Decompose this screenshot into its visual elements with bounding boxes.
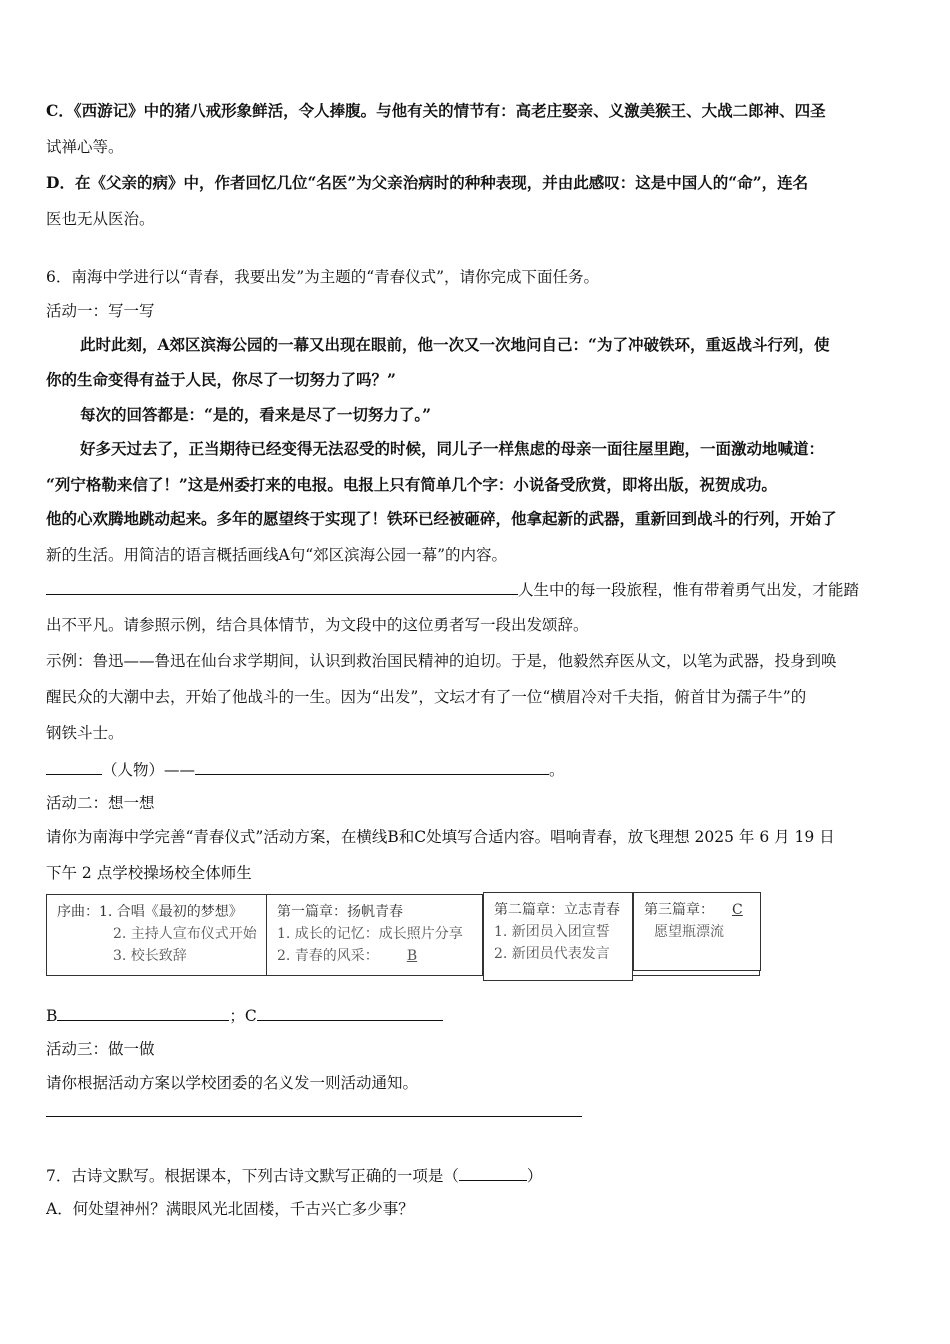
passage-line2: 你的生命变得有益于人民，你尽了一切努力了吗？” <box>46 370 396 389</box>
chapter-2-cell <box>483 892 633 981</box>
notice-blank[interactable] <box>46 1100 582 1117</box>
label-c: ；C <box>229 1007 257 1025</box>
person-blank[interactable] <box>46 758 102 775</box>
prelude-item-3: 3. 校长致辞 <box>113 948 187 964</box>
chapter-2-item-1: 1. 新团员入团宣誓 <box>494 924 610 940</box>
chapter-2-item-2: 2. 新团员代表发言 <box>494 946 610 962</box>
chapter-1-item-2 <box>277 945 482 967</box>
answer-line-a <box>46 578 859 601</box>
blank-c-in-table[interactable]: C <box>732 902 743 918</box>
passage-line3: 每次的回答都是：“是的，看来是尽了一切努力了。” <box>80 405 432 424</box>
person-answer-line <box>46 758 565 781</box>
passage-line5: “列宁格勒来信了！”这是州委打来的电报。电报上只有简单几个字：小说备受欣赏，即将出版，祝贺成功。 <box>46 475 777 494</box>
passage-line7: 新的生活。用简洁的语言概括画线A句“郊区滨海公园一幕”的内容。 <box>46 546 508 564</box>
activity-2-heading: 活动二：想一想 <box>46 794 155 812</box>
option-a: A．何处望神州？满眼风光北固楼，千古兴亡多少事？ <box>46 1200 414 1218</box>
tribute-blank[interactable] <box>195 758 549 775</box>
chapter-1-item-1: 1. 成长的记忆：成长照片分享 <box>277 926 463 942</box>
option-d-line2: 医也无从医治。 <box>46 210 155 228</box>
question-7-close: ） <box>526 1167 543 1185</box>
notice-prompt: 请你根据活动方案以学校团委的名义发一则活动通知。 <box>46 1074 419 1092</box>
plan-line2: 下午 2 点学校操场校全体师生 <box>46 864 252 882</box>
option-d-line1: D．在《父亲的病》中，作者回忆几位“名医”为父亲治病时的种种表现，并由此感叹：这是中国人的“命”，连名 <box>46 173 809 192</box>
passage-line4: 好多天过去了，正当期待已经变得无法忍受的时候，同儿子一样焦虑的母亲一面往屋里跑，一面激动地喊道： <box>80 439 825 458</box>
blank-c[interactable] <box>257 1004 443 1021</box>
example-line2: 醒民众的大潮中去，开始了他战斗的一生。因为“出发”，文坛才有了一位“横眉冷对千夫指，俯首甘为孺子牛”的 <box>46 688 807 706</box>
chapter-3-title-row <box>644 899 760 921</box>
passage-line6: 他的心欢腾地跳动起来。多年的愿望终于实现了！铁环已经被砸碎，他拿起新的武器，重新回到战斗的行列，开始了 <box>46 509 837 528</box>
courage-text: 人生中的每一段旅程，惟有带着勇气出发，才能踏 <box>518 581 860 599</box>
chapter-3-item-text: 愿望瓶漂流 <box>654 924 724 940</box>
period: 。 <box>549 761 565 779</box>
chapter-1-item-2-label: 2. 青春的风采： <box>277 948 379 964</box>
label-b: B <box>46 1007 58 1025</box>
chapter-2-title: 第二篇章：立志青春 <box>494 902 620 918</box>
ceremony-program-table <box>46 894 760 976</box>
prompt-line: 出不平凡。请参照示例，结合具体情节，为文段中的这位勇者写一段出发颂辞。 <box>46 616 589 634</box>
question-6: 6．南海中学进行以“青春，我要出发”为主题的“青春仪式”，请你完成下面任务。 <box>46 268 600 286</box>
passage-line1: 此时此刻，A郊区滨海公园的一幕又出现在眼前，他一次又一次地问自己：“为了冲破铁环，重返战斗行列，使 <box>80 335 830 354</box>
chapter-1-title: 第一篇章：扬帆青春 <box>277 904 403 920</box>
blank-b-in-table[interactable]: B <box>406 948 418 964</box>
notice-answer-line <box>46 1100 582 1123</box>
example-line3: 钢铁斗士。 <box>46 724 124 742</box>
fill-bc-line <box>46 1004 443 1027</box>
activity-1-heading: 活动一：写一写 <box>46 302 155 320</box>
plan-line1: 请你为南海中学完善“青春仪式”活动方案，在横线B和C处填写合适内容。唱响青春，放飞理想 2025 年 6 月 19 日 <box>46 828 835 846</box>
question-7 <box>46 1164 542 1187</box>
question-7-text: 7．古诗文默写。根据课本，下列古诗文默写正确的一项是（ <box>46 1167 459 1185</box>
chapter-3-item <box>644 921 760 943</box>
chapter-3-title: 第三篇章： <box>644 902 714 918</box>
option-c-line1: C．《西游记》中的猪八戒形象鲜活，令人捧腹。与他有关的情节有：高老庄娶亲、义激美猴王、大战二郎神、四圣 <box>46 101 826 120</box>
example-line1: 示例：鲁迅——鲁迅在仙台求学期间，认识到救治国民精神的迫切。于是，他毅然弃医从文，以笔为武器，投身到唤 <box>46 652 837 670</box>
prelude-cell <box>47 895 267 975</box>
answer-blank-a[interactable] <box>46 578 518 595</box>
question-7-answer-blank[interactable] <box>459 1164 527 1181</box>
chapter-3-underline <box>644 924 654 940</box>
activity-3-heading: 活动三：做一做 <box>46 1040 155 1058</box>
option-c-line2: 试禅心等。 <box>46 138 124 156</box>
chapter-3-cell <box>633 892 761 971</box>
chapter-1-cell <box>267 895 483 975</box>
prelude-item-1: 序曲：1. 合唱《最初的梦想》 <box>57 904 243 920</box>
person-label: （人物）—— <box>102 761 196 779</box>
prelude-item-2: 2. 主持人宣布仪式开始 <box>113 926 257 942</box>
blank-b[interactable] <box>57 1004 229 1021</box>
